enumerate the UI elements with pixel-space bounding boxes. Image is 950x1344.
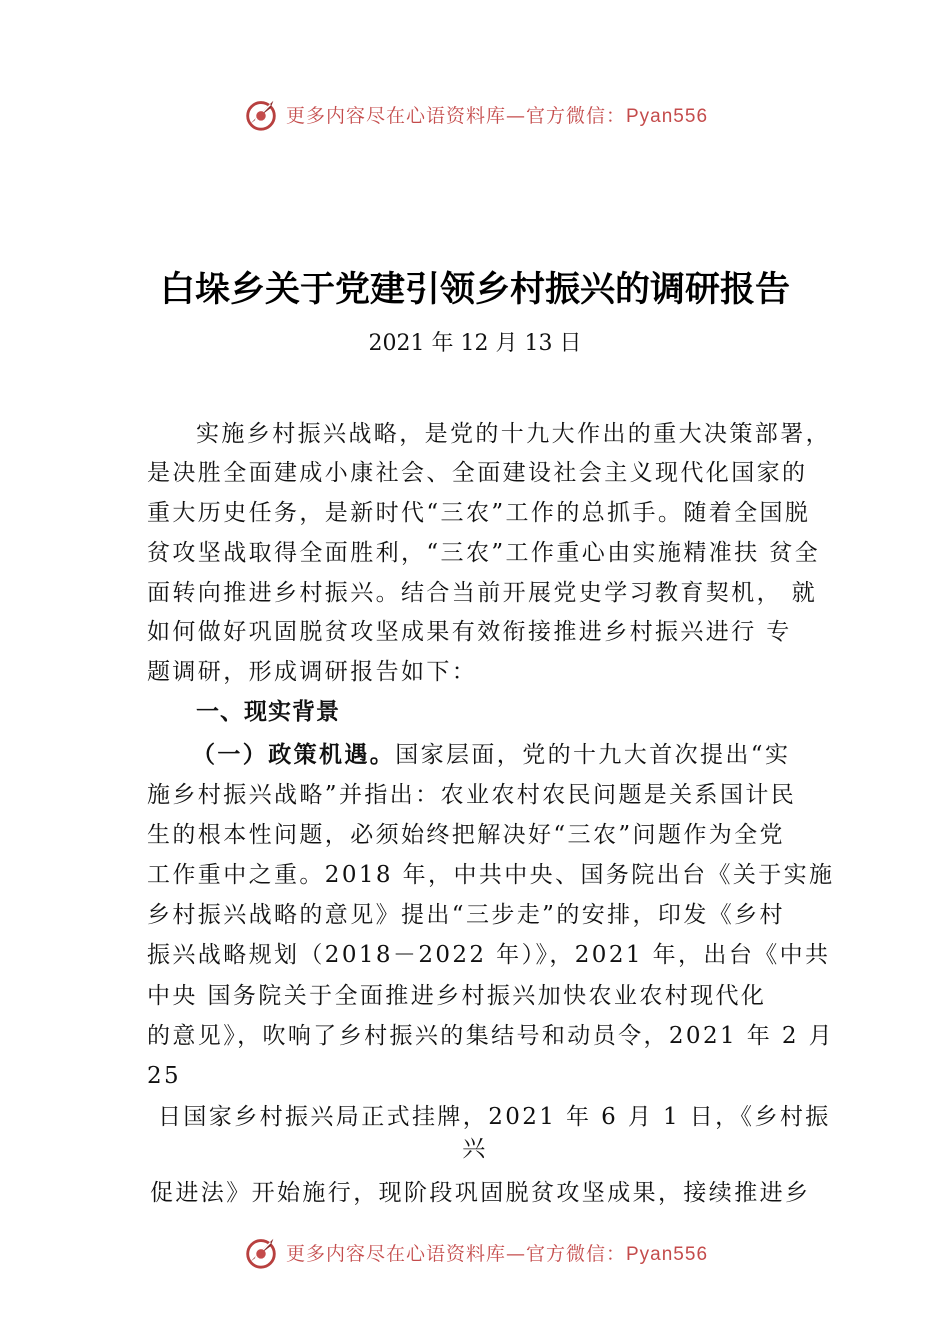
paragraph-line: 生的根本性问题，必须始终把解决好“三农”问题作为全党 [147,822,785,848]
paragraph-line: 25 [147,1063,182,1089]
section-heading: 一、现实背景 [196,699,340,725]
document-title: 白垛乡关于党建引领乡村振兴的调研报告 [159,270,790,310]
quill-seal-logo-icon [242,1233,280,1271]
paragraph-line: 实施乡村振兴战略，是党的十九大作出的重大决策部署， [196,421,831,447]
subsection-label: （一）政策机遇。 [192,741,396,768]
paragraph-line: 施乡村振兴战略”并指出：农业农村农民问题是关系国计民 [147,782,797,808]
paragraph-line: 中央 国务院关于全面推进乡村振兴加快农业农村现代化 [147,983,767,1009]
paragraph-line: 日国家乡村振兴局正式挂牌，2021 年 6 月 1 日，《乡村振 [158,1104,831,1130]
wechat-id: Pyan556 [626,105,709,127]
paragraph-line: 题调研，形成调研报告如下： [147,659,478,685]
paragraph-line: 贫攻坚战取得全面胜利，“三农”工作重心由实施精准扶 贫全 [147,540,821,566]
subsection-first-text: 国家层面，党的十九大首次提出“实 [395,742,791,768]
paragraph-line: 乡村振兴战略的意见》提出“三步走”的安排，印发《乡村 [147,902,785,928]
paragraph-line: 工作重中之重。2018 年，中共中央、国务院出台《关于实施 [147,862,835,888]
paragraph-line: 振兴战略规划（2018－2022 年）》，2021 年，出台《中共 [147,942,831,968]
paragraph-line: 重大历史任务，是新时代“三农”工作的总抓手。随着全国脱 [147,500,811,526]
paragraph-line: 是决胜全面建成小康社会、全面建设社会主义现代化国家的 [147,460,808,486]
quill-seal-logo-icon [242,95,280,133]
paragraph-line: 促进法》开始施行，现阶段巩固脱贫攻坚成果，接续推进乡 [150,1180,811,1206]
banner-text: 更多内容尽在心语资料库—官方微信：Pyan556 [285,104,709,127]
paragraph-line: 的意见》，吹响了乡村振兴的集结号和动员令，2021 年 2 月 [147,1023,834,1049]
subsection-first-line [192,740,790,770]
orphan-char: 兴 [462,1136,488,1162]
footer-banner [0,1232,950,1272]
document-date: 2021 年 12 月 13 日 [368,331,582,356]
header-banner [0,94,950,134]
paragraph-line: 如何做好巩固脱贫攻坚成果有效衔接推进乡村振兴进行 专 [147,619,792,645]
wechat-id: Pyan556 [626,1243,709,1265]
banner-text: 更多内容尽在心语资料库—官方微信：Pyan556 [285,1242,709,1265]
paragraph-line: 面转向推进乡村振兴。结合当前开展党史学习教育契机， 就 [147,580,818,606]
